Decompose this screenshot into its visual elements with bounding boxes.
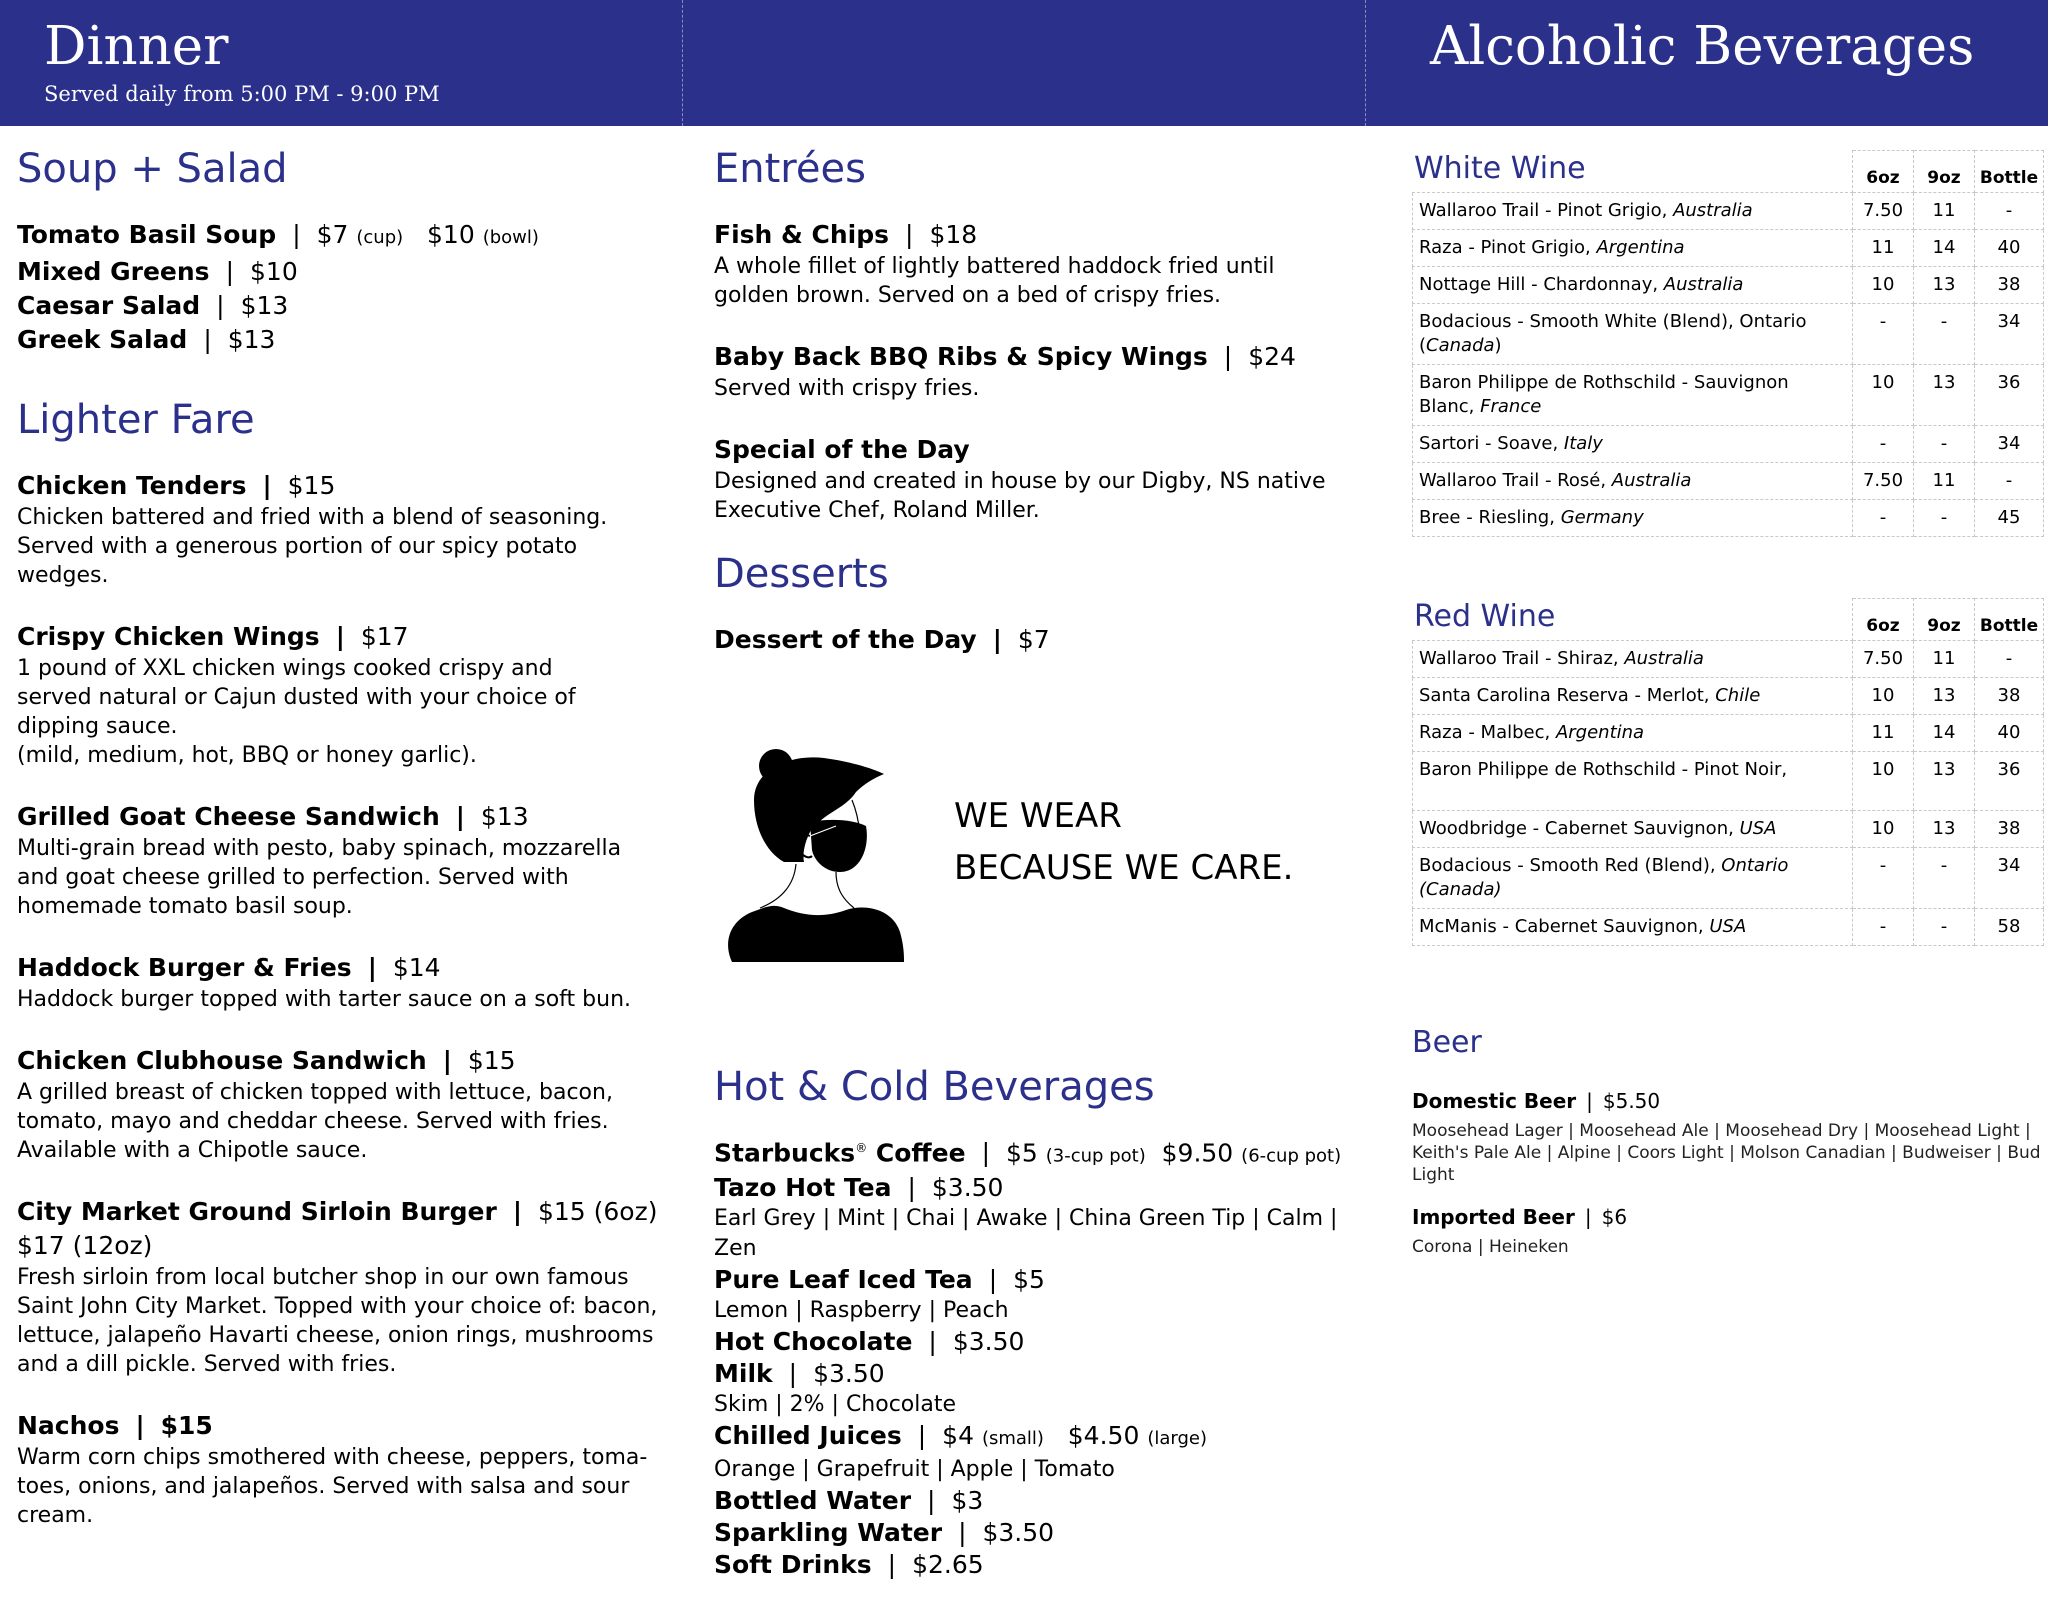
price-6oz: 10 bbox=[1853, 365, 1914, 426]
table-row bbox=[1413, 304, 2044, 365]
table-row bbox=[1413, 463, 2044, 500]
menu-item: Pure Leaf Iced Tea | $5 bbox=[714, 1265, 1045, 1295]
item-name: Chicken Tenders bbox=[17, 471, 247, 500]
price-note: (large) bbox=[1147, 1428, 1207, 1450]
wine-name: Wallaroo Trail - Rosé, bbox=[1419, 470, 1612, 491]
desserts-heading: Desserts bbox=[714, 551, 889, 597]
column-header: Bottle bbox=[1975, 151, 2044, 193]
price-bottle: 40 bbox=[1975, 230, 2044, 267]
price-bottle: 36 bbox=[1975, 752, 2044, 811]
price-9oz: 13 bbox=[1914, 267, 1975, 304]
wine-origin: Australia bbox=[1624, 648, 1704, 669]
wine-origin: Germany bbox=[1560, 507, 1644, 528]
mask-message bbox=[954, 790, 1293, 894]
item-description-line: toes, onions, and jalapeños. Served with salsa and sour bbox=[17, 1474, 630, 1499]
item-description-line: Designed and created in house by our Digby, NS native bbox=[714, 469, 1326, 494]
item-description-line: Skim | 2% | Chocolate bbox=[714, 1392, 957, 1418]
table-row bbox=[1413, 426, 2044, 463]
item-description-line: homemade tomato basil soup. bbox=[17, 894, 353, 919]
item-description-line: Lemon | Raspberry | Peach bbox=[714, 1298, 1009, 1324]
item-name: Mixed Greens bbox=[17, 257, 210, 286]
menu-item: City Market Ground Sirloin Burger | $15 (6oz) $17 (12oz) Fresh sirloin from local butcher shop in our own famous Saint John City Market. Topped with your choice of: bacon, lettuce, jalapeño Havarti cheese, onion rings, mushrooms and a dill pickle. Served with fries. bbox=[17, 1195, 677, 1379]
table-row bbox=[1413, 715, 2044, 752]
wine-origin: USA bbox=[1739, 818, 1777, 839]
item-price: $13 bbox=[227, 325, 276, 354]
item-description-line: Earl Grey | Mint | Chai | Awake | China Green Tip | Calm | Zen bbox=[714, 1206, 1338, 1262]
soup-salad-heading: Soup + Salad bbox=[17, 146, 288, 192]
entrees-heading: Entrées bbox=[714, 146, 866, 192]
item-name: Fish & Chips bbox=[714, 220, 890, 249]
price-6oz: 7.50 bbox=[1853, 641, 1914, 678]
item-price: $5 bbox=[1013, 1265, 1045, 1295]
masked-person-illustration bbox=[714, 740, 914, 970]
price-6oz: 7.50 bbox=[1853, 193, 1914, 230]
item-description-line: and goat cheese grilled to perfection. Served with bbox=[17, 865, 569, 890]
table-row bbox=[1413, 641, 2044, 678]
item-name: Baby Back BBQ Ribs & Spicy Wings bbox=[714, 342, 1208, 371]
price-bottle: 38 bbox=[1975, 678, 2044, 715]
menu-item: Haddock Burger & Fries | $14 Haddock burger topped with tarter sauce on a soft bun. bbox=[17, 951, 677, 1014]
registered-mark: ® bbox=[855, 1141, 868, 1155]
wine-origin: Australia bbox=[1611, 470, 1692, 491]
menu-item: Tomato Basil Soup | $7 (cup) $10 (bowl) bbox=[17, 220, 539, 249]
item-name: Sparkling Water bbox=[714, 1518, 943, 1548]
menu-item: Chicken Clubhouse Sandwich | $15 A grilled breast of chicken topped with lettuce, bacon, tomato, mayo and cheddar cheese. Served with fries. Available with a Chipotle sauce. bbox=[17, 1044, 677, 1165]
price-note: (3-cup pot) bbox=[1045, 1145, 1146, 1167]
price-bottle: 34 bbox=[1975, 426, 2044, 463]
item-name: Imported Beer bbox=[1412, 1205, 1575, 1229]
price-6oz: 10 bbox=[1853, 267, 1914, 304]
item-price-alt: $17 (12oz) bbox=[17, 1231, 153, 1260]
item-price: $13 bbox=[240, 291, 289, 320]
item-price: $24 bbox=[1248, 342, 1296, 371]
wine-origin: Ontario (Canada) bbox=[1419, 855, 1789, 900]
item-price: $15 bbox=[467, 1046, 516, 1075]
wine-origin: Canada bbox=[1426, 335, 1495, 356]
wine-name: McManis - Cabernet Sauvignon, bbox=[1419, 916, 1710, 937]
red-wine-heading: Red Wine bbox=[1414, 599, 1556, 634]
item-name: Caesar Salad bbox=[17, 291, 201, 320]
item-price: $3.50 bbox=[931, 1173, 1004, 1203]
item-description-line: (mild, medium, hot, BBQ or honey garlic). bbox=[17, 743, 477, 768]
mask-line-1: WE WEAR bbox=[954, 796, 1122, 836]
item-name: City Market Ground Sirloin Burger bbox=[17, 1197, 497, 1226]
wine-origin: Australia bbox=[1673, 200, 1753, 221]
header-bar bbox=[0, 0, 2048, 126]
price-6oz: - bbox=[1853, 848, 1914, 909]
dinner-title: Dinner bbox=[44, 16, 229, 77]
beverages-heading: Hot & Cold Beverages bbox=[714, 1064, 1155, 1110]
beverages-section bbox=[714, 1064, 1354, 1581]
item-price: $3.50 bbox=[952, 1327, 1025, 1357]
item-price: $3 bbox=[951, 1486, 984, 1516]
beer-list: Moosehead Lager | Moosehead Ale | Moosehead Dry | Moosehead Light | Keith's Pale Ale | Alpine | Coors Light | Molson Canadian | Budweiser | Bud Light bbox=[1412, 1121, 2041, 1185]
table-row bbox=[1413, 848, 2044, 909]
price-9oz: - bbox=[1914, 909, 1975, 946]
white-wine-heading: White Wine bbox=[1414, 151, 1586, 186]
item-price: $9.50 bbox=[1161, 1138, 1234, 1168]
wine-name: Sartori - Soave, bbox=[1419, 433, 1564, 454]
item-name: Haddock Burger & Fries bbox=[17, 953, 352, 982]
mask-line-2: BECAUSE WE CARE. bbox=[954, 848, 1294, 888]
item-name: Tazo Hot Tea bbox=[714, 1173, 892, 1203]
item-price: $10 bbox=[250, 257, 298, 286]
price-bottle: 58 bbox=[1975, 909, 2044, 946]
menu-item: Caesar Salad | $13 bbox=[17, 291, 289, 320]
menu-item: Tazo Hot Tea | $3.50 bbox=[714, 1173, 1004, 1203]
price-bottle: 38 bbox=[1975, 811, 2044, 848]
item-description-line: tomato, mayo and cheddar cheese. Served with fries. bbox=[17, 1109, 609, 1134]
price-9oz: - bbox=[1914, 500, 1975, 537]
item-name: Special of the Day bbox=[714, 435, 970, 464]
item-description-line: Executive Chef, Roland Miller. bbox=[714, 498, 1040, 523]
item-name: Chilled Juices bbox=[714, 1421, 902, 1451]
item-name: Bottled Water bbox=[714, 1486, 912, 1516]
menu-item: Mixed Greens | $10 bbox=[17, 257, 298, 286]
item-description-line: A whole fillet of lightly battered haddock fried until bbox=[714, 254, 1275, 279]
item-price: $5 bbox=[1006, 1138, 1038, 1168]
wine-name: Bodacious - Smooth White (Blend), Ontario ( bbox=[1419, 311, 1807, 356]
item-price: $14 bbox=[392, 953, 441, 982]
price-9oz: 13 bbox=[1914, 678, 1975, 715]
price-note: (bowl) bbox=[482, 227, 539, 248]
wine-name: Woodbridge - Cabernet Sauvignon, bbox=[1419, 818, 1740, 839]
price-note: (cup) bbox=[356, 227, 404, 248]
item-price: $17 bbox=[360, 622, 409, 651]
table-row bbox=[1413, 678, 2044, 715]
table-row bbox=[1413, 909, 2044, 946]
beer-heading: Beer bbox=[1412, 1025, 1482, 1060]
red-wine-section bbox=[1412, 598, 2044, 946]
price-bottle: 45 bbox=[1975, 500, 2044, 537]
wine-origin: Italy bbox=[1563, 433, 1603, 454]
item-price: $6 bbox=[1601, 1205, 1628, 1229]
red-wine-table bbox=[1412, 598, 2044, 946]
price-note: (small) bbox=[981, 1428, 1044, 1450]
item-name: Starbucks bbox=[714, 1138, 856, 1168]
wine-origin: Argentina bbox=[1555, 722, 1645, 743]
item-price: $10 bbox=[427, 220, 475, 249]
item-price: $4 bbox=[942, 1421, 974, 1451]
menu-item: Grilled Goat Cheese Sandwich | $13 Multi-grain bread with pesto, baby spinach, mozzarella and goat cheese grilled to perfection. Served with homemade tomato basil soup. bbox=[17, 800, 677, 921]
price-9oz: 11 bbox=[1914, 641, 1975, 678]
item-price: $18 bbox=[929, 220, 978, 249]
table-row bbox=[1413, 365, 2044, 426]
column-header: 6oz bbox=[1853, 151, 1914, 193]
price-note: (6-cup pot) bbox=[1241, 1145, 1342, 1167]
wine-name: Santa Carolina Reserva - Merlot, bbox=[1419, 685, 1716, 706]
menu-item: Chilled Juices | $4 (small) $4.50 (large) bbox=[714, 1421, 1207, 1451]
mask-notice bbox=[714, 740, 1314, 970]
menu-item: Domestic Beer | $5.50 bbox=[1412, 1089, 1661, 1113]
item-name: Chicken Clubhouse Sandwich bbox=[17, 1046, 427, 1075]
item-description-line: Fresh sirloin from local butcher shop in our own famous bbox=[17, 1265, 629, 1290]
item-name-suffix: Coffee bbox=[867, 1138, 966, 1168]
white-wine-table bbox=[1412, 150, 2044, 537]
price-bottle: - bbox=[1975, 641, 2044, 678]
price-bottle: 36 bbox=[1975, 365, 2044, 426]
item-price: $7 bbox=[1017, 625, 1050, 654]
beer-section bbox=[1412, 1025, 2048, 1276]
price-9oz: 14 bbox=[1914, 230, 1975, 267]
menu-item: Crispy Chicken Wings | $17 1 pound of XXL chicken wings cooked crispy and served natural or Cajun dusted with your choice of dipping sauce. (mild, medium, hot, BBQ or honey garlic). bbox=[17, 620, 677, 770]
item-description-line: and a dill pickle. Served with fries. bbox=[17, 1352, 397, 1377]
item-name: Grilled Goat Cheese Sandwich bbox=[17, 802, 440, 831]
price-9oz: 13 bbox=[1914, 365, 1975, 426]
wine-name: Nottage Hill - Chardonnay, bbox=[1419, 274, 1664, 295]
menu-item: Bottled Water | $3 bbox=[714, 1486, 984, 1516]
price-bottle: - bbox=[1975, 463, 2044, 500]
item-description-line: Served with crispy fries. bbox=[714, 376, 980, 401]
item-description-line: cream. bbox=[17, 1503, 94, 1528]
wine-origin: France bbox=[1480, 396, 1542, 417]
wine-origin: Argentina bbox=[1596, 237, 1685, 258]
menu-item: Soft Drinks | $2.65 bbox=[714, 1550, 984, 1580]
item-description-line: Haddock burger topped with tarter sauce on a soft bun. bbox=[17, 987, 632, 1012]
item-description-line: Served with a generous portion of our spicy potato bbox=[17, 534, 578, 559]
price-9oz: 14 bbox=[1914, 715, 1975, 752]
item-description-line: lettuce, jalapeño Havarti cheese, onion rings, mushrooms bbox=[17, 1323, 654, 1348]
wine-origin: Australia bbox=[1663, 274, 1744, 295]
column-header: 9oz bbox=[1914, 151, 1975, 193]
menu-item: Starbucks® Coffee | $5 (3-cup pot) $9.50 (6-cup pot) bbox=[714, 1138, 1342, 1168]
table-row bbox=[1413, 811, 2044, 848]
price-9oz: - bbox=[1914, 304, 1975, 365]
price-6oz: 11 bbox=[1853, 715, 1914, 752]
price-9oz: - bbox=[1914, 426, 1975, 463]
wine-name: Raza - Pinot Grigio, bbox=[1419, 237, 1597, 258]
item-price: $3.50 bbox=[813, 1359, 885, 1389]
item-description-line: dipping sauce. bbox=[17, 714, 178, 739]
menu-item: Sparkling Water | $3.50 bbox=[714, 1518, 1055, 1548]
item-name: Domestic Beer bbox=[1412, 1089, 1577, 1113]
price-9oz: 13 bbox=[1914, 811, 1975, 848]
dinner-hours: Served daily from 5:00 PM - 9:00 PM bbox=[44, 82, 440, 106]
item-price: $7 bbox=[316, 220, 349, 249]
wine-name: Wallaroo Trail - Pinot Grigio, bbox=[1419, 200, 1674, 221]
table-row bbox=[1413, 230, 2044, 267]
item-name: Greek Salad bbox=[17, 325, 188, 354]
item-description-line: A grilled breast of chicken topped with lettuce, bacon, bbox=[17, 1080, 613, 1105]
column-divider bbox=[1365, 0, 1366, 126]
wine-name: Bree - Riesling, bbox=[1419, 507, 1561, 528]
item-price: $3.50 bbox=[982, 1518, 1055, 1548]
menu-item: Imported Beer | $6 bbox=[1412, 1205, 1628, 1229]
column-header: 6oz bbox=[1853, 599, 1914, 641]
wine-name: Wallaroo Trail - Shiraz, bbox=[1419, 648, 1625, 669]
item-description-line: wedges. bbox=[17, 563, 109, 588]
price-6oz: - bbox=[1853, 304, 1914, 365]
item-description-line: 1 pound of XXL chicken wings cooked crispy and bbox=[17, 656, 553, 681]
price-bottle: 38 bbox=[1975, 267, 2044, 304]
price-6oz: 7.50 bbox=[1853, 463, 1914, 500]
price-9oz: - bbox=[1914, 848, 1975, 909]
item-description-line: Warm corn chips smothered with cheese, peppers, toma- bbox=[17, 1445, 648, 1470]
price-bottle: 34 bbox=[1975, 304, 2044, 365]
item-description-line: Saint John City Market. Topped with your choice of: bacon, bbox=[17, 1294, 658, 1319]
item-name: Nachos bbox=[17, 1411, 120, 1440]
item-price: $15 bbox=[287, 471, 336, 500]
item-name: Hot Chocolate bbox=[714, 1327, 913, 1357]
item-description-line: served natural or Cajun dusted with your choice of bbox=[17, 685, 576, 710]
wine-origin: Chile bbox=[1715, 685, 1761, 706]
price-9oz: 11 bbox=[1914, 193, 1975, 230]
item-name: Tomato Basil Soup bbox=[17, 220, 277, 249]
price-6oz: 11 bbox=[1853, 230, 1914, 267]
item-description-line: Orange | Grapefruit | Apple | Tomato bbox=[714, 1457, 1115, 1483]
price-6oz: 10 bbox=[1853, 811, 1914, 848]
price-6oz: - bbox=[1853, 426, 1914, 463]
menu-item: Greek Salad | $13 bbox=[17, 325, 276, 354]
item-price: $15 (6oz) bbox=[537, 1197, 658, 1226]
item-description-line: Chicken battered and fried with a blend of seasoning. bbox=[17, 505, 608, 530]
price-6oz: - bbox=[1853, 500, 1914, 537]
item-name: Dessert of the Day bbox=[714, 625, 977, 654]
item-price: $4.50 bbox=[1067, 1421, 1140, 1451]
item-description-line: Multi-grain bread with pesto, baby spinach, mozzarella bbox=[17, 836, 622, 861]
menu-item: Chicken Tenders | $15 Chicken battered and fried with a blend of seasoning. Served with a generous portion of our spicy potato wedges. bbox=[17, 469, 677, 590]
alcoholic-beverages-title: Alcoholic Beverages bbox=[1430, 16, 1975, 77]
item-price: $13 bbox=[480, 802, 529, 831]
item-name: Soft Drinks bbox=[714, 1550, 872, 1580]
item-price: $5.50 bbox=[1602, 1089, 1661, 1113]
price-bottle: 40 bbox=[1975, 715, 2044, 752]
price-6oz: 10 bbox=[1853, 678, 1914, 715]
menu-item: Dessert of the Day | $7 bbox=[714, 625, 1050, 654]
column-header: 9oz bbox=[1914, 599, 1975, 641]
menu-item: Fish & Chips | $18 A whole fillet of lightly battered haddock fried until golden brown. Served on a bed of crispy fries. bbox=[714, 218, 1354, 310]
soup-salad-list bbox=[17, 218, 677, 357]
table-row bbox=[1413, 752, 2044, 811]
table-row bbox=[1413, 500, 2044, 537]
wine-name: Baron Philippe de Rothschild - Sauvignon Blanc, bbox=[1419, 372, 1789, 417]
column-header: Bottle bbox=[1975, 599, 2044, 641]
wine-name-suffix: ) bbox=[1494, 335, 1502, 356]
wine-name: Raza - Malbec, bbox=[1419, 722, 1556, 743]
item-name: Crispy Chicken Wings bbox=[17, 622, 320, 651]
item-price: $15 bbox=[160, 1411, 213, 1440]
wine-name: Baron Philippe de Rothschild - Pinot Noir, bbox=[1419, 759, 1788, 780]
wine-name: Bodacious - Smooth Red (Blend), bbox=[1419, 855, 1722, 876]
left-column bbox=[17, 146, 677, 1560]
table-row bbox=[1413, 267, 2044, 304]
menu-item bbox=[714, 433, 1354, 525]
price-9oz: 11 bbox=[1914, 463, 1975, 500]
table-row bbox=[1413, 193, 2044, 230]
menu-item: Nachos | $15 Warm corn chips smothered with cheese, peppers, toma- toes, onions, and jalapeños. Served with salsa and sour cream. bbox=[17, 1409, 677, 1530]
menu-item: Milk | $3.50 bbox=[714, 1359, 885, 1389]
price-6oz: 10 bbox=[1853, 752, 1914, 811]
price-bottle: - bbox=[1975, 193, 2044, 230]
price-9oz: 13 bbox=[1914, 752, 1975, 811]
beer-list: Corona | Heineken bbox=[1412, 1237, 1569, 1257]
wine-origin: USA bbox=[1709, 916, 1747, 937]
white-wine-section bbox=[1412, 150, 2044, 537]
price-6oz: - bbox=[1853, 909, 1914, 946]
item-description-line: Available with a Chipotle sauce. bbox=[17, 1138, 368, 1163]
lighter-fare-heading: Lighter Fare bbox=[17, 397, 255, 443]
menu-item: Baby Back BBQ Ribs & Spicy Wings | $24 Served with crispy fries. bbox=[714, 340, 1354, 403]
menu-item: Hot Chocolate | $3.50 bbox=[714, 1327, 1025, 1357]
middle-column bbox=[714, 146, 1354, 687]
item-price: $2.65 bbox=[912, 1550, 984, 1580]
price-bottle: 34 bbox=[1975, 848, 2044, 909]
item-name: Pure Leaf Iced Tea bbox=[714, 1265, 973, 1295]
item-name: Milk bbox=[714, 1359, 773, 1389]
column-divider bbox=[682, 0, 683, 126]
item-description-line: golden brown. Served on a bed of crispy fries. bbox=[714, 283, 1222, 308]
